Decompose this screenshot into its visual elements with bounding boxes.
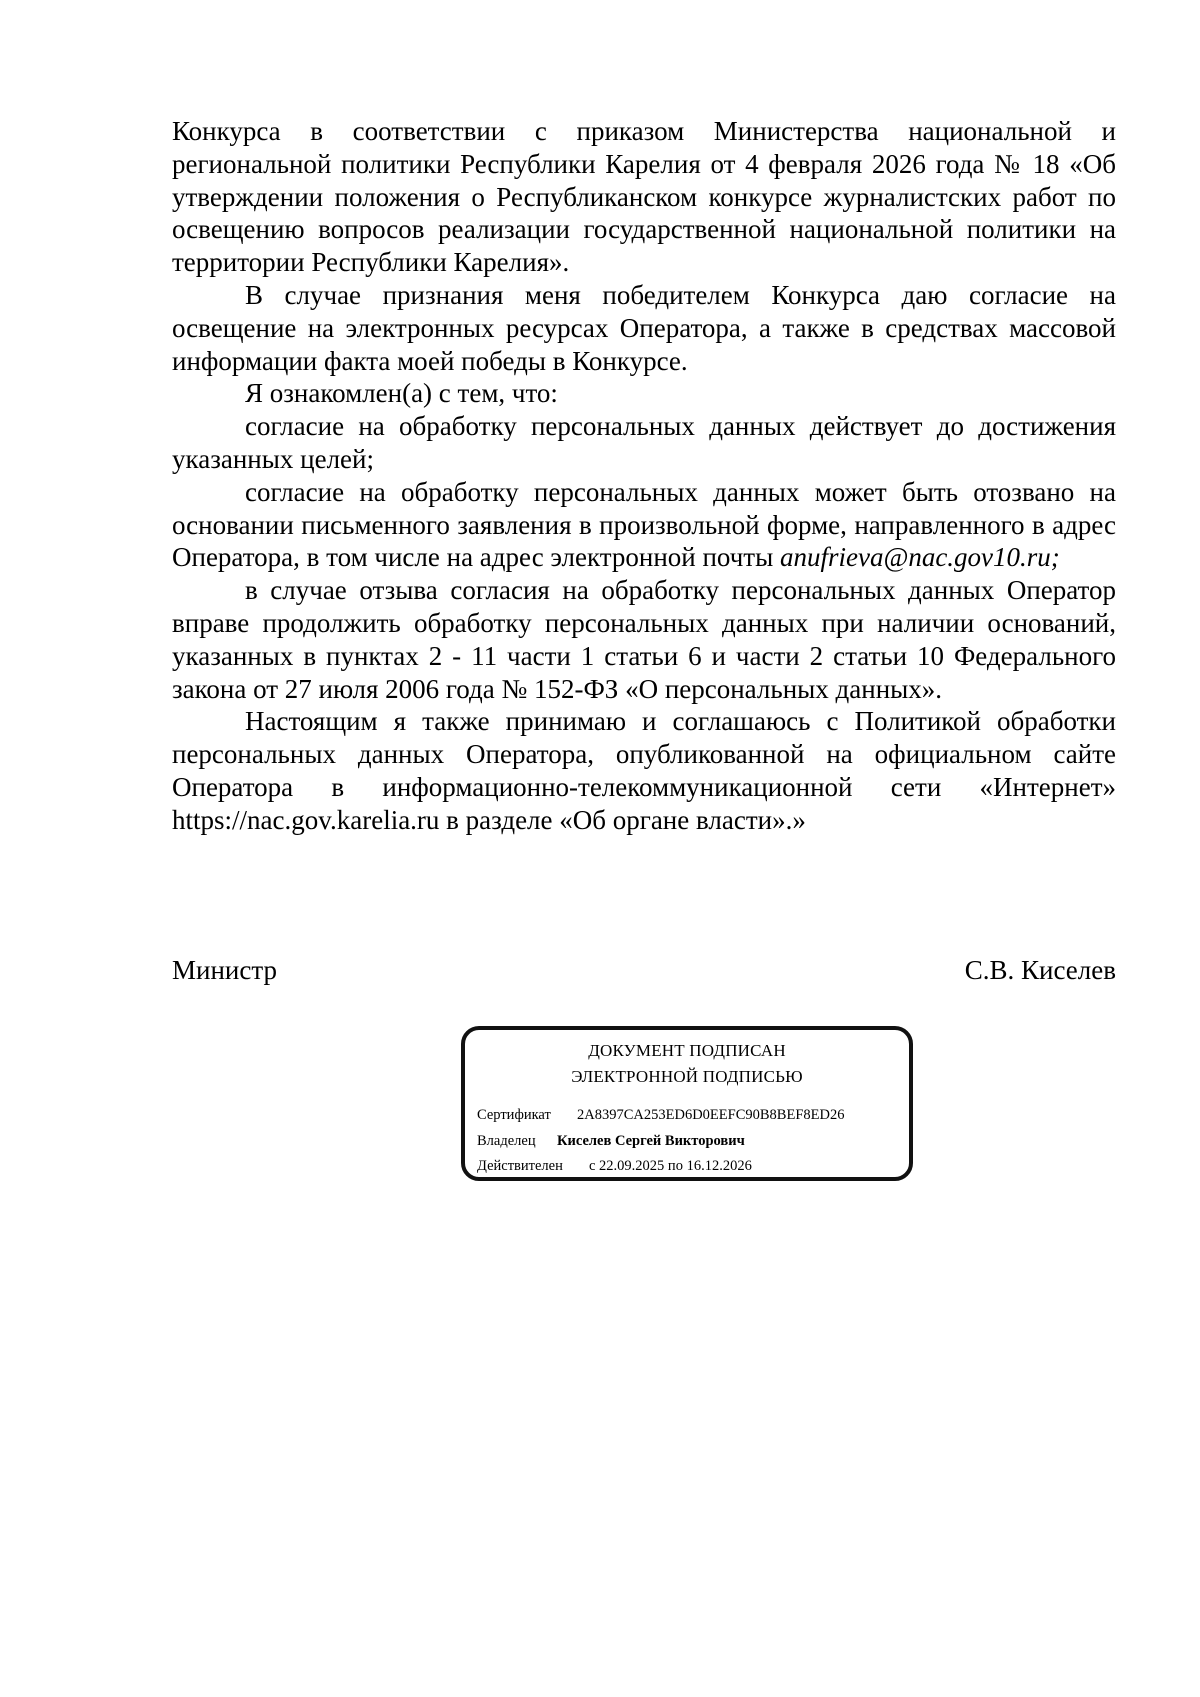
paragraph-consent-duration: согласие на обработку персональных данных действует до достижения указанных целей; xyxy=(172,411,1116,474)
owner-value: Киселев Сергей Викторович xyxy=(557,1133,745,1149)
stamp-validity-row xyxy=(477,1158,752,1175)
paragraph-consent-withdrawal xyxy=(172,476,1116,574)
certificate-label: Сертификат xyxy=(477,1107,551,1123)
valid-value: с 22.09.2025 по 16.12.2026 xyxy=(589,1158,752,1174)
owner-label: Владелец xyxy=(477,1133,536,1149)
paragraph-privacy-policy: Настоящим я также принимаю и соглашаюсь с Политикой обработки персональных данных Оператора, опубликованной на официальном сайте Оператора в информационно-телекоммуникационной сети «Интернет» https://nac.gov.karelia.ru в разделе «Об органе власти».» xyxy=(172,706,1116,835)
signer-position: Министр xyxy=(172,955,277,985)
stamp-certificate-row xyxy=(477,1107,844,1124)
withdrawal-text: согласие на обработку персональных данных может быть отозвано на основании письменного заявления в произвольной форме, направленного в адрес Оператора, в том числе на адрес электронной почты xyxy=(172,476,1116,573)
paragraph-acknowledgement: Я ознакомлен(а) с тем, что: xyxy=(245,378,558,409)
stamp-title-line2: ЭЛЕКТРОННОЙ ПОДПИСЬЮ xyxy=(571,1067,803,1086)
operator-email: anufrieva@nac.gov10.ru; xyxy=(780,542,1060,573)
stamp-title-line1: ДОКУМЕНТ ПОДПИСАН xyxy=(588,1041,786,1060)
certificate-value: 2A8397CA253ED6D0EEFC90B8BEF8ED26 xyxy=(577,1107,845,1123)
electronic-signature-stamp xyxy=(461,1026,913,1181)
paragraph-contest-order: Конкурса в соответствии с приказом Министерства национальной и региональной политики Республики Карелия от 4 февраля 2026 года № 18 «Об утверждении положения о Республиканском конкурсе журналистских работ по освещению вопросов реализации государственной национальной политики на территории Республики Карелия». xyxy=(172,116,1116,278)
signature-block xyxy=(172,954,1116,986)
stamp-owner-row xyxy=(477,1133,745,1150)
signer-name: С.В. Киселев xyxy=(964,955,1116,985)
document-body xyxy=(172,115,1116,837)
paragraph-winner-consent: В случае признания меня победителем Конкурса даю согласие на освещение на электронных ресурсах Оператора, а также в средствах массовой информации факта моей победы в Конкурсе. xyxy=(172,279,1116,376)
valid-label: Действителен xyxy=(477,1158,563,1174)
paragraph-withdrawal-consequences: в случае отзыва согласия на обработку персональных данных Оператор вправе продолжить обработку персональных данных при наличии оснований, указанных в пунктах 2 - 11 части 1 статьи 6 и части 2 статьи 10 Федерального закона от 27 июля 2006 года № 152-ФЗ «О персональных данных». xyxy=(172,575,1116,704)
